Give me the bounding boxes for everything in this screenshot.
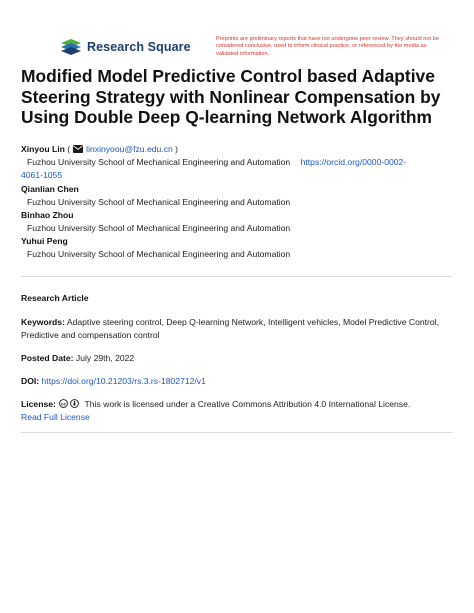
creative-commons-icon — [59, 399, 81, 408]
paper-title: Modified Model Predictive Control based Adaptive Steering Strategy with Nonlinear Compensation by Using Double Deep Q-learning Network Algorithm — [21, 66, 441, 127]
research-square-logo[interactable] — [59, 38, 191, 56]
author-email-link[interactable]: linxinyoou@fzu.edu.cn — [86, 144, 173, 154]
orcid-link[interactable]: https://orcid.org/0000-0002- — [300, 157, 407, 167]
preprint-disclaimer: Preprints are preliminary reports that have not undergone peer review. They should not be considered conclusive, used to inform clinical practice, or referenced by the media as validated information. — [216, 36, 439, 57]
read-full-license-link[interactable]: Read Full License — [21, 411, 90, 422]
author-affiliation: Fuzhou University School of Mechanical Engineering and Automation — [27, 249, 291, 259]
author-line — [21, 143, 461, 155]
author-block — [21, 209, 461, 235]
brand-name: Research Square — [87, 40, 191, 54]
email-icon — [73, 145, 83, 153]
affiliation-text: Fuzhou University School of Mechanical Engineering and Automation — [27, 157, 291, 167]
paren-close: ) — [172, 144, 179, 154]
author-name: Qianlian Chen — [21, 184, 79, 194]
license-label: License: — [21, 399, 56, 409]
author-name: Xinyou Lin — [21, 144, 65, 154]
author-affiliation — [21, 155, 461, 169]
posted-date-value: July 29th, 2022 — [75, 353, 135, 363]
author-line — [21, 235, 461, 247]
author-block — [21, 143, 461, 183]
doi-label: DOI: — [21, 376, 40, 386]
keywords-label: Keywords: — [21, 317, 65, 327]
author-affiliation: Fuzhou University School of Mechanical Engineering and Automation — [27, 197, 291, 207]
orcid-link-continued[interactable]: 4061-1055 — [21, 170, 63, 180]
author-line — [21, 183, 461, 195]
section-divider-bottom — [21, 432, 453, 433]
author-affiliation: Fuzhou University School of Mechanical Engineering and Automation — [27, 223, 291, 233]
doi-section — [21, 375, 451, 388]
author-block — [21, 183, 461, 209]
author-name: Yuhui Peng — [21, 236, 68, 246]
keywords-text: Adaptive steering control, Deep Q-learning Network, Intelligent vehicles, Model Predictive Control, Predictive and compensation control — [21, 317, 439, 340]
research-square-logo-icon — [59, 38, 83, 56]
svg-text:cc: cc — [61, 401, 67, 407]
author-name: Binhao Zhou — [21, 210, 74, 220]
author-block — [21, 235, 461, 261]
keywords-section — [21, 316, 451, 341]
paren-open: ( — [64, 144, 71, 154]
article-type-text: Research Article — [21, 293, 89, 303]
license-section — [21, 398, 451, 423]
author-line — [21, 209, 461, 221]
license-text: This work is licensed under a Creative Commons Attribution 4.0 International License. — [84, 399, 411, 409]
header — [0, 0, 474, 62]
doi-link[interactable]: https://doi.org/10.21203/rs.3.rs-1802712/v1 — [41, 376, 206, 386]
posted-date-label: Posted Date: — [21, 353, 74, 363]
author-list — [21, 143, 461, 261]
article-type — [21, 292, 451, 305]
section-divider — [21, 276, 453, 277]
posted-date — [21, 352, 451, 365]
